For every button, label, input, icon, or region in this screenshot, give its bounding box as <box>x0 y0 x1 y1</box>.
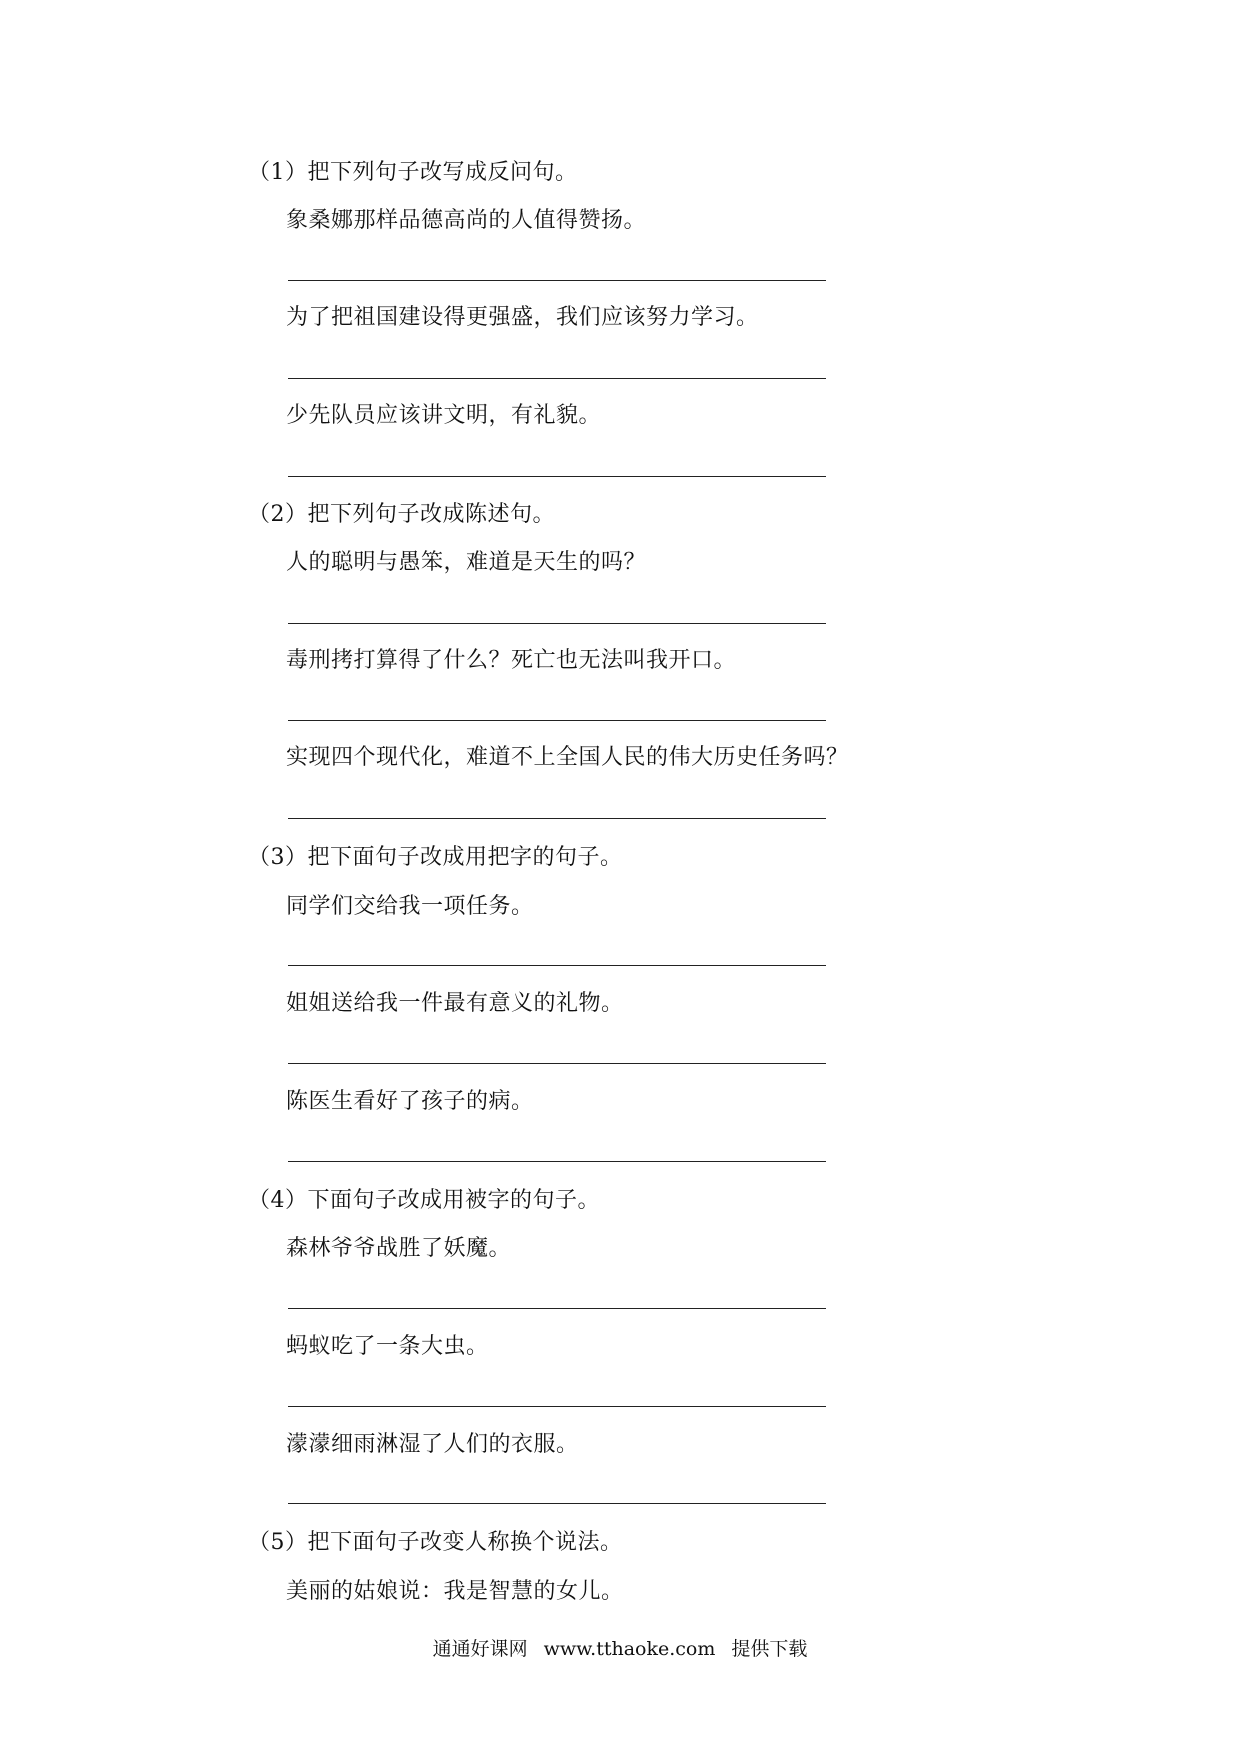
section-1-sentence-1: 象桑娜那样品德高尚的人值得赞扬。 <box>286 208 647 233</box>
section-4-sentence-2: 蚂蚁吃了一条大虫。 <box>286 1334 489 1359</box>
section-3-title: （3）把下面句子改成用把字的句子。 <box>248 845 623 870</box>
section-3-answer-line-2[interactable] <box>288 1063 826 1064</box>
section-2-sentence-3: 实现四个现代化，难道不上全国人民的伟大历史任务吗？ <box>286 745 849 770</box>
section-2-answer-line-3[interactable] <box>288 818 826 819</box>
section-4-answer-line-1[interactable] <box>288 1308 826 1309</box>
section-1-sentence-3: 少先队员应该讲文明，有礼貌。 <box>286 403 602 428</box>
section-3-answer-line-1[interactable] <box>288 965 826 966</box>
section-3-sentence-3: 陈医生看好了孩子的病。 <box>286 1089 534 1114</box>
section-4-title: （4）下面句子改成用被字的句子。 <box>248 1188 600 1213</box>
section-2-sentence-2: 毒刑拷打算得了什么？死亡也无法叫我开口。 <box>286 648 737 673</box>
section-1-sentence-2: 为了把祖国建设得更强盛，我们应该努力学习。 <box>286 305 759 330</box>
section-4-answer-line-3[interactable] <box>288 1503 826 1504</box>
footer-site-name: 通通好课网 <box>432 1638 528 1660</box>
footer-suffix: 提供下载 <box>731 1638 808 1660</box>
section-5-title: （5）把下面句子改变人称换个说法。 <box>248 1530 623 1555</box>
section-5-sentence-1: 美丽的姑娘说：我是智慧的女儿。 <box>286 1579 624 1604</box>
section-2-answer-line-1[interactable] <box>288 623 826 624</box>
section-1-title: （1）把下列句子改写成反问句。 <box>248 160 578 185</box>
section-1-answer-line-2[interactable] <box>288 378 826 379</box>
section-3-sentence-1: 同学们交给我一项任务。 <box>286 894 534 919</box>
section-3-answer-line-3[interactable] <box>288 1161 826 1162</box>
section-3-sentence-2: 姐姐送给我一件最有意义的礼物。 <box>286 991 624 1016</box>
section-2-sentence-1: 人的聪明与愚笨，难道是天生的吗？ <box>286 550 647 575</box>
page-footer <box>0 1636 1240 1662</box>
section-2-title: （2）把下列句子改成陈述句。 <box>248 502 555 527</box>
section-4-sentence-3: 濛濛细雨淋湿了人们的衣服。 <box>286 1432 579 1457</box>
section-1-answer-line-1[interactable] <box>288 280 826 281</box>
section-2-answer-line-2[interactable] <box>288 720 826 721</box>
footer-url[interactable]: www.tthaoke.com <box>543 1638 716 1660</box>
section-1-answer-line-3[interactable] <box>288 476 826 477</box>
section-4-sentence-1: 森林爷爷战胜了妖魔。 <box>286 1236 512 1261</box>
section-4-answer-line-2[interactable] <box>288 1406 826 1407</box>
